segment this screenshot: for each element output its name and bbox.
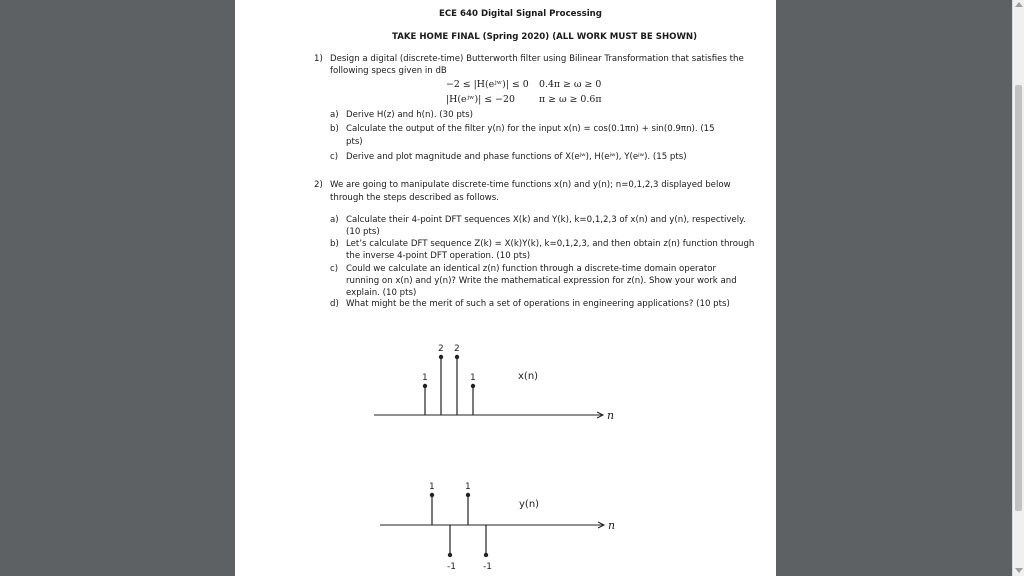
- y-plot-axis-label: n: [608, 519, 616, 532]
- vertical-scrollbar[interactable]: [1012, 0, 1024, 576]
- right-viewer-margin: [776, 0, 1012, 576]
- q1c-label: c): [330, 152, 339, 162]
- q2-intro-line1: We are going to manipulate discrete-time functions x(n) and y(n); n=0,1,2,3 displayed below: [330, 180, 731, 190]
- q1-intro-line2: following specs given in dB: [330, 66, 447, 76]
- y-plot-stem-marker: [448, 553, 452, 557]
- q2c-line2: running on x(n) and y(n)? Write the mathematical expression for z(n). Show your work and: [346, 276, 737, 286]
- stem-plots: [235, 0, 776, 576]
- q2a-line2: (10 pts): [346, 227, 380, 237]
- y-plot-value-label: 1: [465, 482, 471, 492]
- x-plot-stem-marker: [471, 384, 475, 388]
- q2-intro-line2: through the steps described as follows.: [330, 193, 499, 203]
- q1b-text: Calculate the output of the filter y(n) for the input x(n) = cos(0.1πn) + sin(0.9πn). (15: [346, 124, 715, 134]
- x-plot-value-label: 2: [438, 344, 444, 354]
- y-plot-name-label: y(n): [519, 499, 540, 510]
- q2d-label: d): [330, 299, 339, 309]
- q2b-line1: Let’s calculate DFT sequence Z(k) = X(k)Y(k), k=0,1,2,3, and then obtain z(n) function through: [346, 239, 755, 249]
- scroll-down-arrow-icon[interactable]: [1015, 568, 1023, 573]
- q1a-text: Derive H(z) and h(n). (30 pts): [346, 110, 473, 120]
- document-page: [235, 0, 776, 576]
- spec2-range: π ≥ ω ≥ 0.6π: [539, 94, 602, 105]
- q2a-label: a): [330, 215, 339, 225]
- y-plot-value-label: 1: [429, 482, 435, 492]
- q2c-line1: Could we calculate an identical z(n) function through a discrete-time domain operator: [346, 264, 716, 274]
- y-plot-stem-marker: [484, 553, 488, 557]
- left-viewer-margin: [0, 0, 235, 576]
- spec2-magnitude: |H(eʲʷ)| ≤ −20: [446, 94, 515, 105]
- y-stem-plot: [380, 482, 615, 572]
- scroll-up-arrow-icon[interactable]: [1015, 2, 1023, 7]
- q2b-label: b): [330, 239, 339, 249]
- x-plot-axis-label: n: [607, 409, 615, 422]
- q2c-label: c): [330, 264, 339, 274]
- x-plot-value-label: 1: [470, 373, 476, 383]
- q1b-label: b): [330, 124, 339, 134]
- q1c-text: Derive and plot magnitude and phase functions of X(eʲʷ), H(eʲʷ), Y(eʲʷ). (15 pts): [346, 152, 687, 162]
- scrollbar-thumb[interactable]: [1015, 85, 1022, 511]
- q1b-text-cont: pts): [346, 137, 363, 147]
- x-plot-name-label: x(n): [518, 371, 539, 382]
- x-plot-value-label: 1: [422, 373, 428, 383]
- q1a-label: a): [330, 110, 339, 120]
- q2b-line2: the inverse 4-point DFT operation. (10 pts): [346, 251, 531, 261]
- q2c-line3: explain. (10 pts): [346, 288, 417, 298]
- x-plot-stem-marker: [439, 355, 443, 359]
- q1-number: 1): [314, 54, 323, 64]
- q2a-line1: Calculate their 4-point DFT sequences X(k) and Y(k), k=0,1,2,3 of x(n) and y(n), respectively.: [346, 215, 746, 225]
- x-plot-value-label: 2: [454, 344, 460, 354]
- q2d-text: What might be the merit of such a set of operations in engineering applications? (10 pts): [346, 299, 730, 309]
- spec1-magnitude: −2 ≤ |H(eʲʷ)| ≤ 0: [446, 79, 529, 90]
- y-plot-value-label: -1: [483, 562, 492, 572]
- x-stem-plot: [374, 344, 614, 422]
- q2-number: 2): [314, 180, 323, 190]
- x-plot-stem-marker: [423, 384, 427, 388]
- spec1-range: 0.4π ≥ ω ≥ 0: [539, 79, 602, 90]
- course-title: ECE 640 Digital Signal Processing: [439, 9, 602, 19]
- x-plot-stem-marker: [455, 355, 459, 359]
- y-plot-stem-marker: [430, 493, 434, 497]
- y-plot-stem-marker: [466, 493, 470, 497]
- q1-intro-line1: Design a digital (discrete-time) Butterworth filter using Bilinear Transformation that satisfies the: [330, 54, 744, 64]
- exam-title: TAKE HOME FINAL (Spring 2020) (ALL WORK MUST BE SHOWN): [392, 32, 698, 42]
- y-plot-value-label: -1: [447, 562, 456, 572]
